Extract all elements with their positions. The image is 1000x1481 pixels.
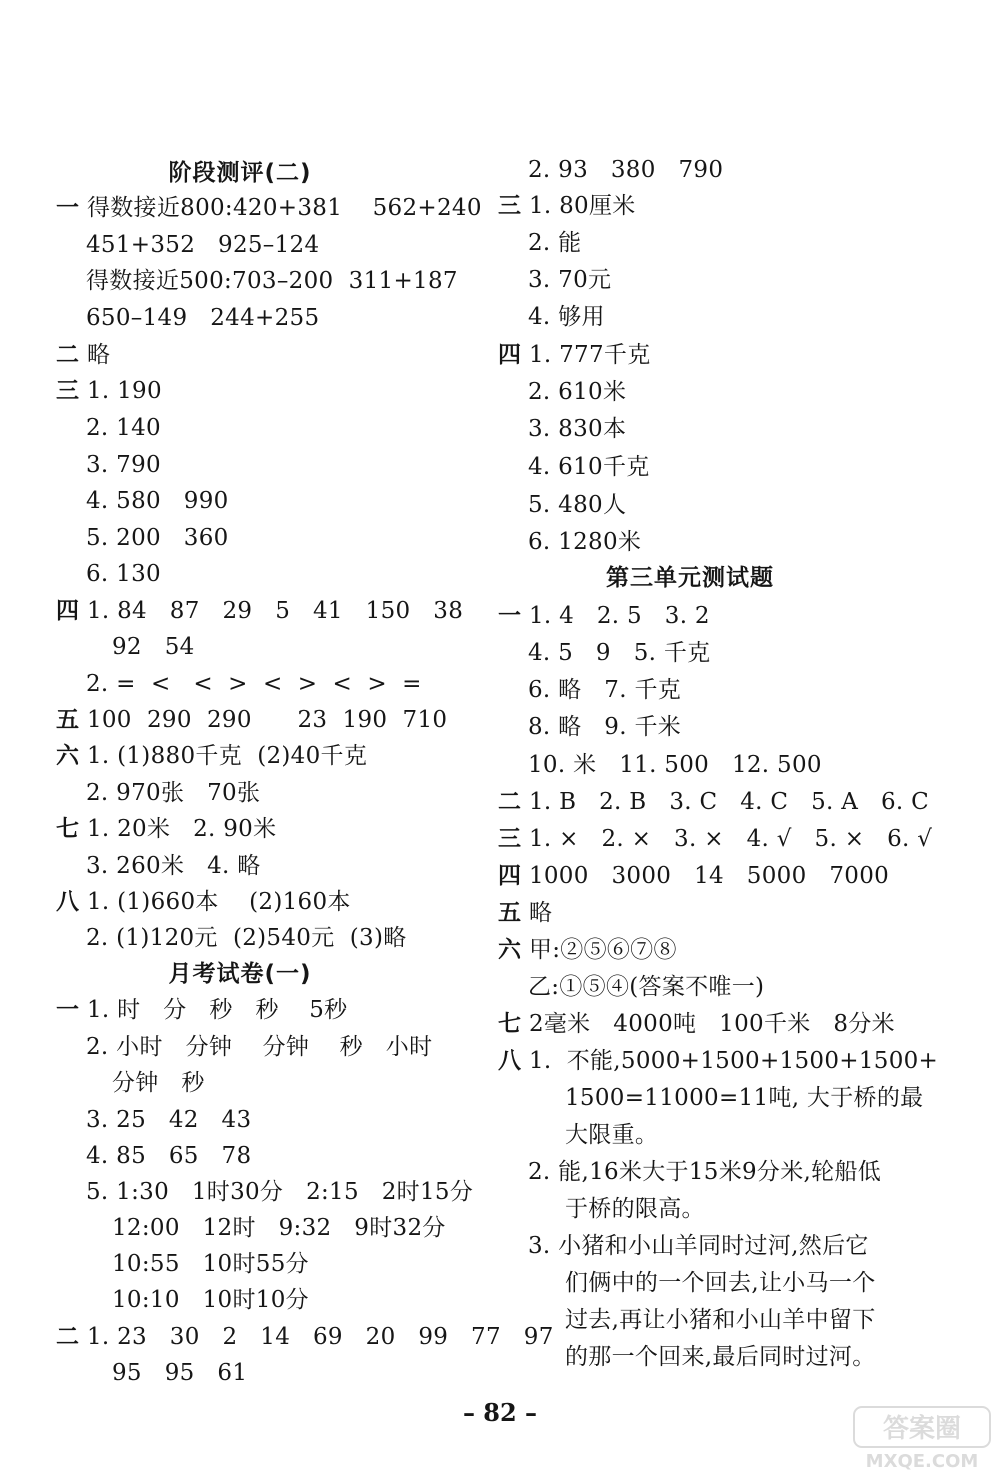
answer-text: 分钟 秒 [112,1070,205,1096]
answer-line [565,1268,876,1298]
answer-text: 12:00 12时 9:32 9时32分 [112,1215,446,1241]
answer-text: 2. (1)120元 (2)540元 (3)略 [86,925,407,951]
answer-text: 6. 1280米 [528,529,642,555]
answer-text: 4. 5 9 5. 千克 [528,640,711,666]
answer-text: 2. 140 [86,415,161,441]
answer-text: 4. 85 65 78 [86,1143,252,1169]
answer-line [528,638,710,668]
answer-line [498,340,651,370]
answer-text: 4. 够用 [528,304,605,330]
answer-line [56,995,347,1025]
section-title-text: 月考试卷(一) [168,961,312,987]
answer-text: 于桥的限高。 [565,1196,705,1222]
answer-text: 2. 93 380 790 [528,157,724,183]
answer-line [86,923,407,953]
answer-text: 得数接近800:420+381 562+240 [86,195,482,221]
answer-line [565,1194,705,1224]
answer-text: 2. 970张 70张 [86,780,261,806]
answer-line [528,1231,869,1261]
answer-line [56,1322,554,1352]
answer-line [498,601,710,631]
answer-line [112,1249,309,1279]
answer-line [528,1157,881,1187]
answer-line [56,887,351,917]
answer-line [528,414,626,444]
answer-line [528,527,641,557]
answer-text: 5. 200 360 [86,525,229,551]
question-number: 八 [56,889,80,915]
answer-text: 2. 能,16米大于15米9分米,轮船低 [528,1159,882,1185]
question-number: 四 [498,342,522,368]
answer-line [528,490,626,520]
answer-line [86,450,161,480]
answer-text: 6. 略 7. 千克 [528,677,682,703]
question-number: 五 [56,707,80,733]
answer-line [56,596,463,626]
answer-line [86,486,229,516]
question-number: 二 [498,789,522,815]
answer-line [112,1068,205,1098]
answer-text: 3. 260米 4. 略 [86,853,261,879]
question-number: 一 [56,997,80,1023]
answer-text: 们俩中的一个回去,让小马一个 [565,1270,876,1296]
answer-text: 10. 米 11. 500 12. 500 [528,752,822,778]
section-title-text: 阶段测评(二) [168,160,312,186]
answer-line [498,935,677,965]
answer-text: 大限重。 [565,1122,659,1148]
answer-text: 的那一个回来,最后同时过河。 [565,1344,876,1370]
answer-line [56,814,276,844]
answer-line [528,452,650,482]
answer-text: 1. 23 30 2 14 69 20 99 77 97 [86,1324,554,1350]
answer-text: 2. 能 [528,230,582,256]
answer-line [86,1105,251,1135]
question-number: 二 [56,1324,80,1350]
answer-line [528,675,681,705]
answer-text: 451+352 925–124 [86,232,320,258]
answer-text: 92 54 [112,634,195,660]
answer-line [86,266,458,296]
answer-line [112,632,195,662]
question-number: 六 [56,743,80,769]
answer-line [86,1032,432,1062]
answer-text: 3. 小猪和小山羊同时过河,然后它 [528,1233,869,1259]
page-number: – 82 – [462,1398,538,1427]
answer-line [498,898,552,928]
answer-line [56,376,162,406]
answer-line [498,1046,938,1076]
answer-text: 甲:②⑤⑥⑦⑧ [528,937,677,963]
answer-text: 乙:①⑤④(答案不唯一) [528,974,765,1000]
answer-line [565,1083,923,1113]
answer-line [56,741,367,771]
answer-line [528,302,605,332]
answer-line [528,972,764,1002]
question-number: 三 [498,193,522,219]
answer-line [498,861,889,891]
answer-text: 1. 20米 2. 90米 [86,816,277,842]
answer-line [86,413,161,443]
answer-line [86,851,261,881]
answer-line [86,303,319,333]
answer-text: 1500=11000=11吨, 大于桥的最 [565,1085,924,1111]
answer-text: 1. 777千克 [528,342,651,368]
section-title [50,158,430,188]
answer-text: 1. 不能,5000+1500+1500+1500+ [528,1048,939,1074]
question-number: 七 [498,1011,522,1037]
answer-line [565,1305,876,1335]
answer-text: 1. (1)880千克 (2)40千克 [86,743,368,769]
answer-text: 1. 190 [86,378,162,404]
answer-text: 1. 4 2. 5 3. 2 [528,603,710,629]
section-title-text: 第三单元测试题 [606,565,774,591]
question-number: 八 [498,1048,522,1074]
question-number: 一 [56,195,80,221]
answer-text: 1. (1)660本 (2)160本 [86,889,351,915]
answer-text: 过去,再让小猪和小山羊中留下 [565,1307,876,1333]
answer-text: 3. 25 42 43 [86,1107,252,1133]
answer-line [56,193,482,223]
question-number: 三 [56,378,80,404]
answer-text: 4. 580 990 [86,488,229,514]
answer-text: 100 290 290 23 190 710 [86,707,448,733]
answer-line [528,228,581,258]
answer-text: 10:10 10时10分 [112,1287,309,1313]
answer-line [498,824,932,854]
answer-line [86,230,319,260]
answer-text: 650–149 244+255 [86,305,320,331]
answer-text: 5. 480人 [528,492,627,518]
answer-line [86,778,260,808]
question-number: 二 [56,342,80,368]
answer-line [498,1009,895,1039]
question-number: 三 [498,826,522,852]
answer-line [528,712,681,742]
answer-line [112,1213,446,1243]
answer-text: 3. 830本 [528,416,627,442]
answer-line [86,1141,251,1171]
answer-text: 8. 略 9. 千米 [528,714,682,740]
question-number: 七 [56,816,80,842]
answer-text: 1. B 2. B 3. C 4. C 5. A 6. C [528,789,930,815]
answer-line [528,377,626,407]
answer-text: 略 [528,900,553,926]
answer-line [528,265,611,295]
answer-line [86,559,161,589]
answer-line [86,669,422,699]
answer-line [56,340,110,370]
answer-line [112,1358,247,1388]
answer-line [565,1342,876,1372]
answer-text: 2. 610米 [528,379,627,405]
answer-line [112,1285,309,1315]
answer-text: 2. = < < > < > < > = [86,671,422,697]
answer-line [86,1177,473,1207]
answer-line [528,750,822,780]
answer-text: 得数接近500:703–200 311+187 [86,268,458,294]
answer-text: 3. 790 [86,452,161,478]
answer-text: 2. 小时 分钟 分钟 秒 小时 [86,1034,433,1060]
section-title [490,563,890,593]
answer-line [498,191,636,221]
answer-line [56,705,447,735]
answer-text: 略 [86,342,111,368]
answer-text: 1. 80厘米 [528,193,636,219]
watermark-url: MXQE.COM [865,1451,979,1472]
answer-text: 95 95 61 [112,1360,248,1386]
answer-text: 6. 130 [86,561,161,587]
question-number: 六 [498,937,522,963]
answer-line [86,523,229,553]
answer-line [565,1120,658,1150]
question-number: 五 [498,900,522,926]
answer-text: 2毫米 4000吨 100千米 8分米 [528,1011,895,1037]
answer-text: 10:55 10时55分 [112,1251,309,1277]
answer-text: 3. 70元 [528,267,612,293]
question-number: 一 [498,603,522,629]
question-number: 四 [56,598,80,624]
section-title [50,959,430,989]
question-number: 四 [498,863,522,889]
answer-text: 1000 3000 14 5000 7000 [528,863,890,889]
answer-text: 4. 610千克 [528,454,650,480]
answer-line [528,155,723,185]
answer-line [498,787,929,817]
watermark-text: 答案圈 [882,1414,962,1444]
answer-text: 1. 84 87 29 5 41 150 38 [86,598,464,624]
answer-text: 5. 1:30 1时30分 2:15 2时15分 [86,1179,474,1205]
answer-text: 1. × 2. × 3. × 4. √ 5. × 6. √ [528,826,933,852]
watermark-logo [852,1405,992,1473]
answer-text: 1. 时 分 秒 秒 5秒 [86,997,348,1023]
